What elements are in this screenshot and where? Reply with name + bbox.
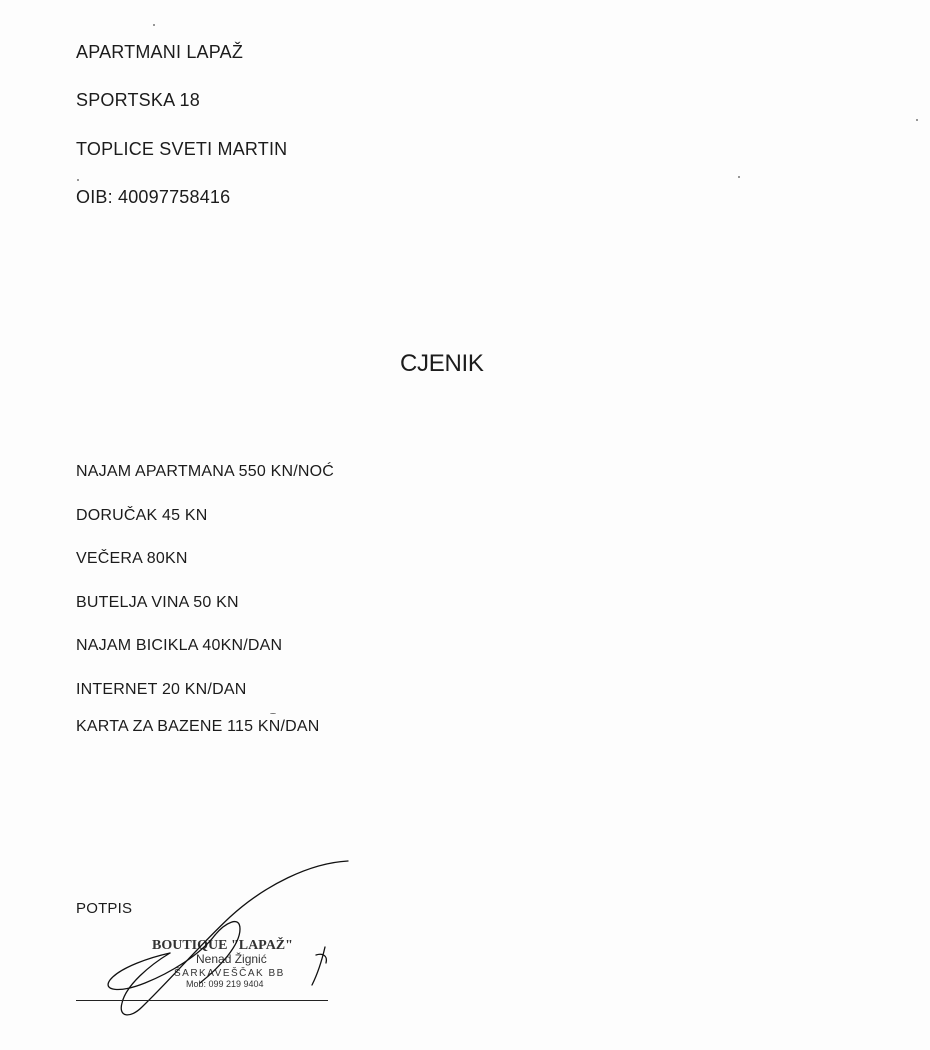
price-item-bicycle: NAJAM BICIKLA 40KN/DAN	[76, 637, 283, 654]
document-title: CJENIK	[400, 350, 484, 377]
price-item-breakfast: DORUČAK 45 KN	[76, 507, 208, 524]
stamp-line-owner: Nenad Žignić	[196, 952, 267, 966]
stamp-line-phone: Mob: 099 219 9404	[186, 979, 264, 989]
scan-speck	[153, 24, 155, 26]
oib-number: OIB: 40097758416	[76, 187, 231, 207]
price-item-internet: INTERNET 20 KN/DAN	[76, 681, 247, 698]
scan-speck	[77, 179, 79, 181]
business-name: APARTMANI LAPAŽ	[76, 42, 244, 62]
street-address: SPORTSKA 18	[76, 90, 200, 110]
city: TOPLICE SVETI MARTIN	[76, 139, 288, 159]
signature-label: POTPIS	[76, 900, 133, 917]
scan-speck	[916, 119, 918, 121]
price-item-pool-ticket: KARTA ZA BAZENE 115 KN/DAN	[76, 718, 320, 735]
price-item-wine: BUTELJA VINA 50 KN	[76, 594, 239, 611]
scan-speck	[270, 713, 276, 714]
stamp-line-address: ŠARKAVEŠČAK BB	[174, 968, 285, 979]
price-item-apartment: NAJAM APARTMANA 550 KN/NOĆ	[76, 463, 335, 480]
signature-underline	[76, 1000, 328, 1001]
stamp-line-business: BOUTIQUE "LAPAŽ"	[152, 938, 293, 953]
price-item-dinner: VEČERA 80KN	[76, 550, 188, 567]
scan-speck	[738, 176, 740, 178]
